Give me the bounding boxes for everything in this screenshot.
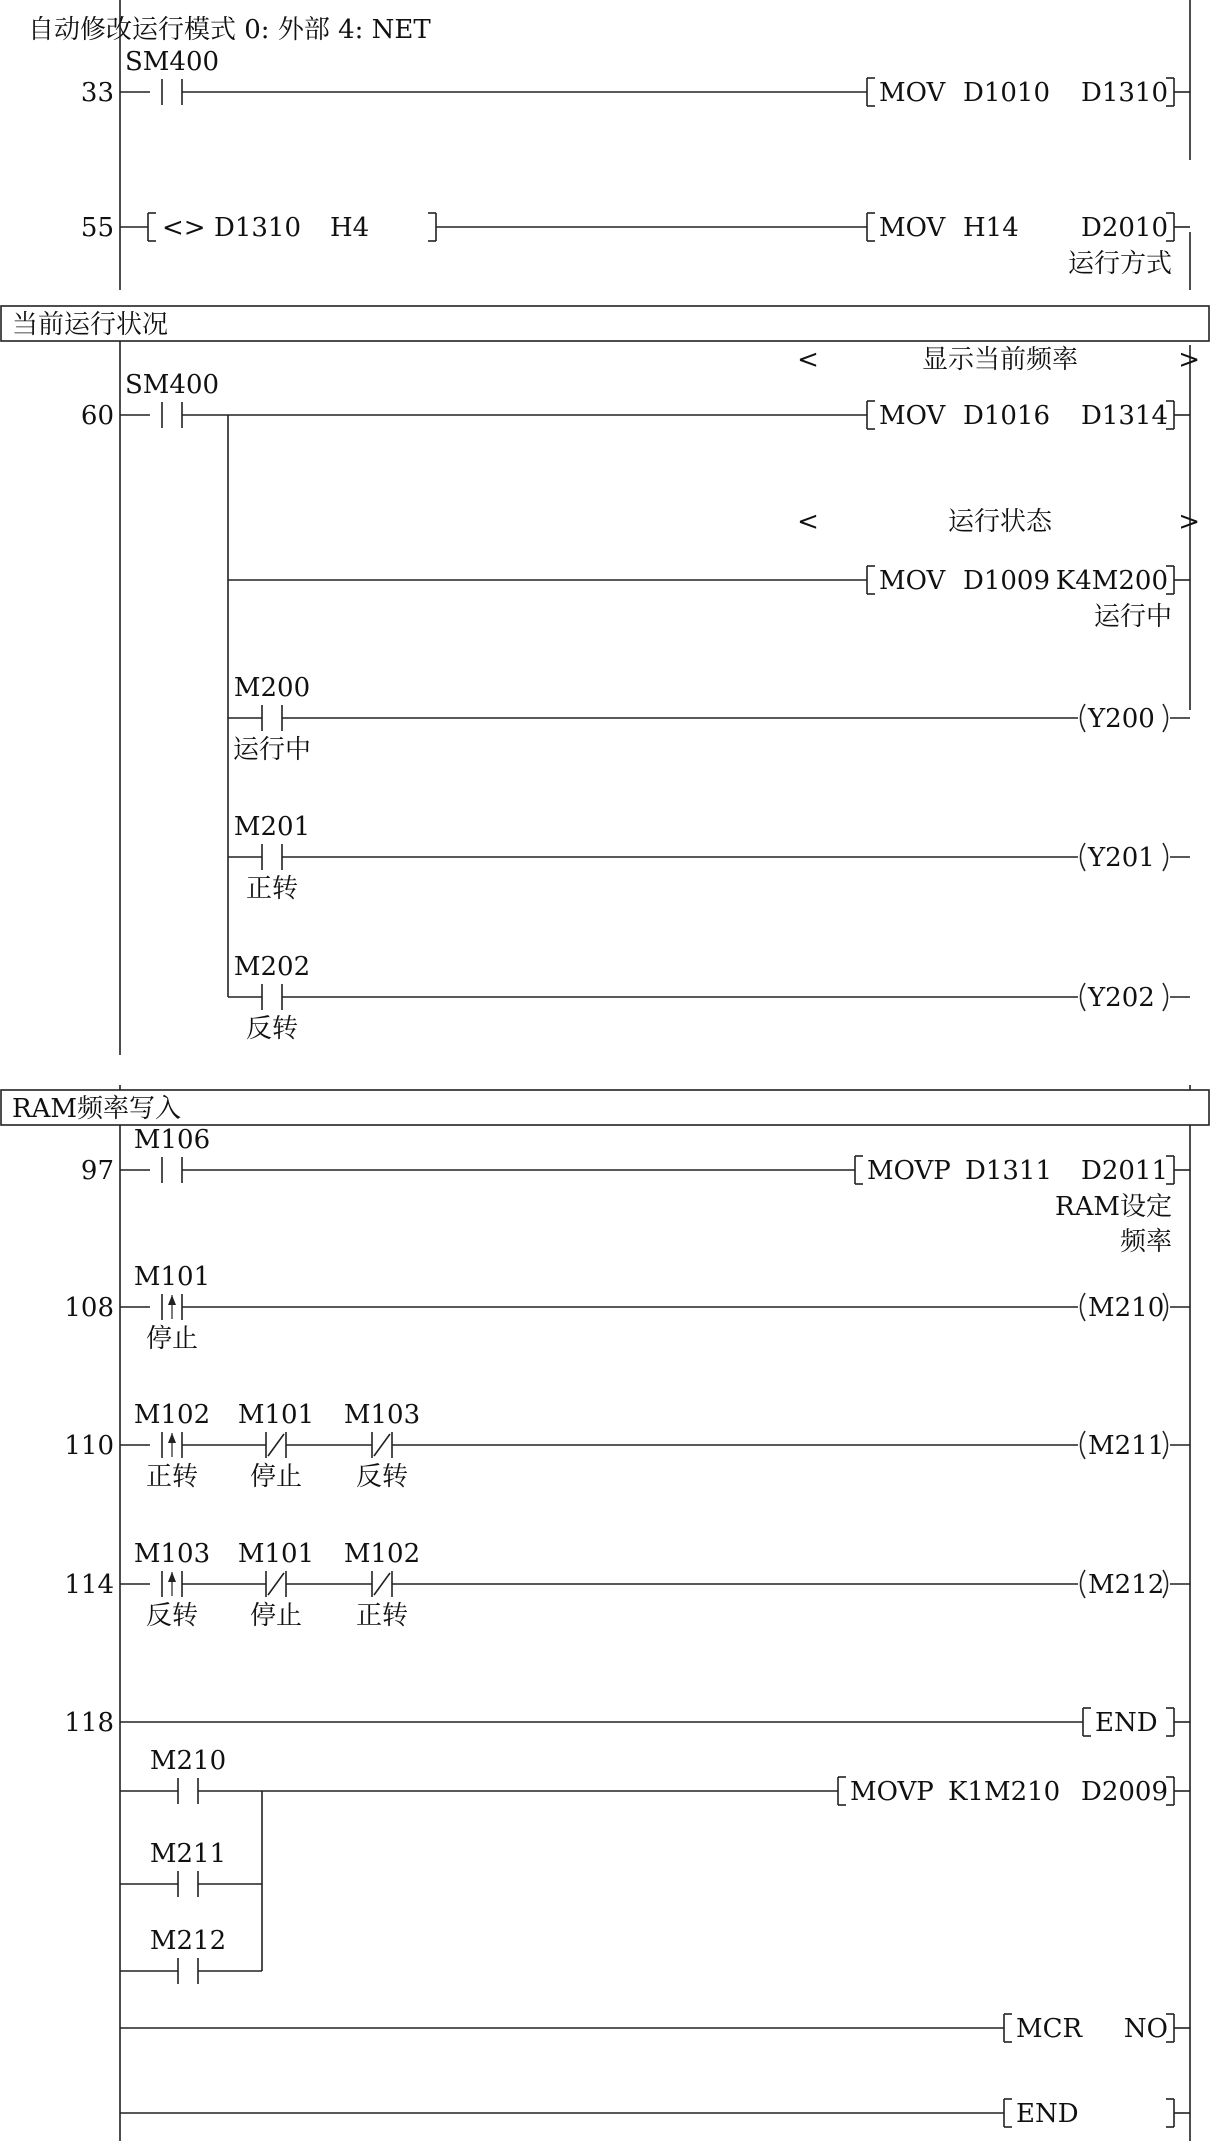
step-number: 110 [64, 1431, 114, 1461]
contact-comment: 正转 [355, 1601, 409, 1631]
instruction-op: MOV [879, 78, 946, 108]
contact-device: M102 [343, 1539, 421, 1569]
step-number: 118 [64, 1708, 114, 1738]
instruction-comment: RAM设定 [1055, 1192, 1172, 1222]
instruction-src: D1010 [963, 78, 1051, 108]
compare-operand: D1310 [214, 213, 302, 243]
pulse-arrow-head [168, 1295, 176, 1305]
contact-device: M212 [149, 1926, 227, 1956]
coil-arc [1081, 704, 1086, 732]
instruction-src: D1016 [963, 401, 1051, 431]
contact-comment: 停止 [249, 1601, 303, 1631]
coil-arc [1163, 843, 1168, 871]
note-bracket: < [797, 345, 819, 375]
pulse-arrow-head [168, 1433, 176, 1443]
coil-arc [1081, 1431, 1086, 1459]
instruction-dst: D1310 [1080, 78, 1168, 108]
rung-comment: 自动修改运行模式 0: 外部 4: NET [28, 15, 431, 45]
instruction-op: END [1095, 1708, 1158, 1738]
instruction-src: K1M210 [948, 1777, 1061, 1807]
section-header [1, 1090, 1209, 1125]
contact-device: M101 [237, 1539, 315, 1569]
instruction-comment: 频率 [1119, 1227, 1172, 1257]
note-text: 显示当前频率 [921, 345, 1079, 375]
contact-slash [268, 1573, 284, 1595]
instruction-src: D1311 [965, 1156, 1053, 1186]
contact-comment: 停止 [249, 1462, 303, 1492]
contact-comment: 反转 [145, 1601, 199, 1631]
instruction-op: MOVP [867, 1156, 951, 1186]
contact-slash [268, 1434, 284, 1456]
step-number: 97 [80, 1156, 114, 1186]
coil-device: Y201 [1088, 843, 1155, 873]
section-header [1, 306, 1209, 341]
coil-device: Y202 [1088, 983, 1155, 1013]
instruction-dst: D2010 [1080, 213, 1168, 243]
contact-device: M106 [133, 1125, 211, 1155]
contact-device: M211 [149, 1839, 227, 1869]
instruction-op: MOV [879, 566, 946, 596]
note-bracket: > [1178, 507, 1200, 537]
coil-arc [1081, 843, 1086, 871]
step-number: 55 [80, 213, 114, 243]
contact-comment: 停止 [145, 1324, 199, 1354]
coil-device: M210 [1088, 1293, 1165, 1323]
contact-slash [374, 1434, 390, 1456]
coil-arc [1163, 983, 1168, 1011]
coil-device: M212 [1088, 1570, 1165, 1600]
contact-device: SM400 [124, 47, 220, 77]
compare-operand: H4 [330, 213, 370, 243]
note-text: 运行状态 [947, 507, 1053, 537]
coil-arc [1081, 1293, 1086, 1321]
coil-device: Y200 [1088, 704, 1155, 734]
instruction-dst: D1314 [1080, 401, 1168, 431]
instruction-src: NO [1123, 2014, 1168, 2044]
instruction-op: MOV [879, 401, 946, 431]
contact-slash [374, 1573, 390, 1595]
contact-comment: 运行中 [232, 735, 312, 765]
step-number: 33 [80, 78, 114, 108]
section-title: 当前运行状况 [12, 310, 169, 340]
instruction-dst: D2009 [1080, 1777, 1168, 1807]
step-number: 60 [80, 401, 114, 431]
contact-comment: 反转 [245, 1014, 299, 1044]
coil-device: M211 [1088, 1431, 1165, 1461]
instruction-dst: D2011 [1080, 1156, 1168, 1186]
contact-device: M201 [233, 812, 311, 842]
instruction-op: MOV [879, 213, 946, 243]
instruction-src: H14 [963, 213, 1019, 243]
step-number: 114 [64, 1570, 114, 1600]
compare-op: <> [162, 213, 206, 243]
contact-device: M200 [233, 673, 311, 703]
contact-device: M103 [133, 1539, 211, 1569]
instruction-src: D1009 [963, 566, 1051, 596]
contact-device: M102 [133, 1400, 211, 1430]
note-bracket: < [797, 507, 819, 537]
step-number: 108 [64, 1293, 114, 1323]
contact-comment: 反转 [355, 1462, 409, 1492]
coil-arc [1163, 704, 1168, 732]
contact-device: SM400 [124, 370, 220, 400]
note-bracket: > [1178, 345, 1200, 375]
contact-device: M210 [149, 1746, 227, 1776]
instruction-op: END [1016, 2099, 1079, 2129]
instruction-dst: K4M200 [1055, 566, 1168, 596]
pulse-arrow-head [168, 1572, 176, 1582]
coil-arc [1081, 983, 1086, 1011]
section-title: RAM频率写入 [12, 1094, 181, 1124]
contact-device: M101 [133, 1262, 211, 1292]
instruction-op: MOVP [850, 1777, 934, 1807]
contact-device: M101 [237, 1400, 315, 1430]
instruction-comment: 运行方式 [1067, 249, 1172, 279]
contact-comment: 正转 [245, 874, 299, 904]
contact-device: M103 [343, 1400, 421, 1430]
coil-arc [1081, 1570, 1086, 1598]
instruction-comment: 运行中 [1093, 602, 1172, 632]
instruction-op: MCR [1016, 2014, 1083, 2044]
contact-comment: 正转 [145, 1462, 199, 1492]
contact-device: M202 [233, 952, 311, 982]
